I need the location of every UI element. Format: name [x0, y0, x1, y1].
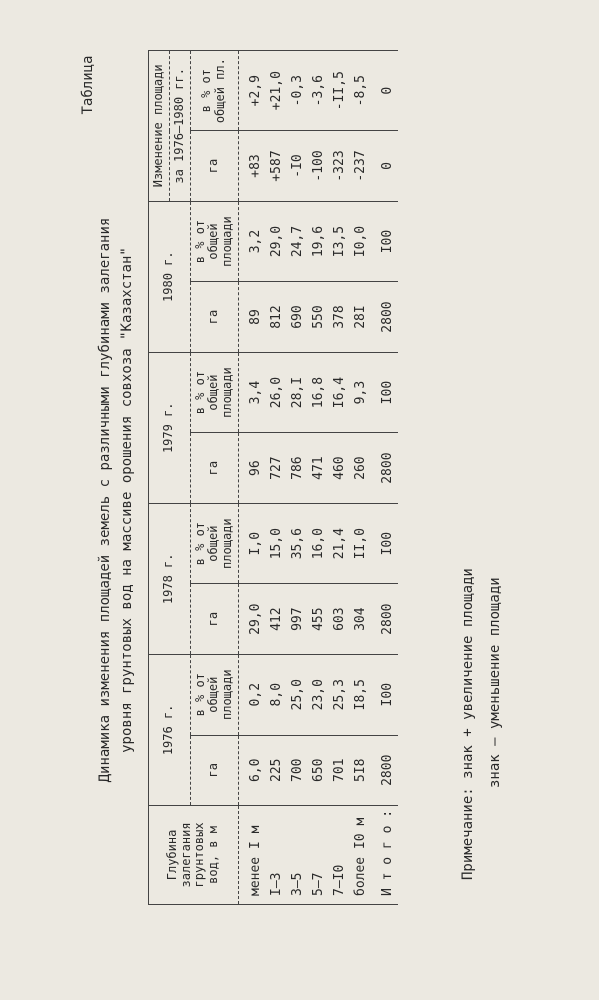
cell-y1979-ha: 460 — [329, 433, 350, 503]
cell-y1978-ha: 412 — [266, 584, 287, 654]
pct-header: в % от общей площади — [190, 503, 238, 584]
cell-y1978-ha: 997 — [287, 584, 308, 654]
cell-y1979-ha: 727 — [266, 433, 287, 503]
cell-y1980-ha: 89 — [238, 282, 266, 352]
pct-header: в % от общей площади — [190, 654, 238, 735]
cell-y1980-pct: I0,0 — [350, 201, 371, 282]
table-label: Таблица — [80, 55, 96, 115]
data-table — [148, 50, 398, 905]
cell-y1979-pct: 3,4 — [238, 352, 266, 433]
cell-y1979-pct: 28,I — [287, 352, 308, 433]
cell-y1976-ha: 700 — [287, 735, 308, 805]
cell-y1978-pct: 16,0 — [308, 503, 329, 584]
ha-header: га — [190, 433, 238, 503]
cell-depth: менее I м — [238, 805, 266, 904]
depth-column-header: Глубина залегания грунтовых вод, в м — [149, 805, 239, 904]
year-1980-header: 1980 г. — [149, 201, 191, 352]
cell-y1976-pct: I00 — [371, 654, 398, 735]
cell-y1978-ha: 2800 — [371, 584, 398, 654]
cell-y1978-ha: 455 — [308, 584, 329, 654]
cell-ch-ha: +587 — [266, 131, 287, 201]
cell-ch-ha: -237 — [350, 131, 371, 201]
cell-y1979-pct: 16,8 — [308, 352, 329, 433]
cell-y1976-ha: 5I8 — [350, 735, 371, 805]
cell-y1980-ha: 378 — [329, 282, 350, 352]
cell-y1980-pct: I00 — [371, 201, 398, 282]
cell-y1978-pct: 35,6 — [287, 503, 308, 584]
note-line-1: Примечание: знак + увеличение площади — [460, 568, 476, 880]
pct-header: в % от общей площади — [190, 352, 238, 433]
note-line-2: знак – уменьшение площади — [486, 577, 503, 788]
cell-y1976-ha: 650 — [308, 735, 329, 805]
cell-y1980-ha: 550 — [308, 282, 329, 352]
cell-y1978-pct: 15,0 — [266, 503, 287, 584]
cell-y1976-pct: 8,0 — [266, 654, 287, 735]
cell-ch-ha: +83 — [238, 131, 266, 201]
cell-y1976-pct: 25,0 — [287, 654, 308, 735]
change-period-header: за 1976–1980 гг. — [169, 51, 190, 202]
cell-ch-pct: +21,0 — [266, 51, 287, 131]
pct-header: в % от общей площади — [190, 201, 238, 282]
cell-depth: I–3 — [266, 805, 287, 904]
cell-y1978-pct: I,0 — [238, 503, 266, 584]
cell-y1980-pct: 29,0 — [266, 201, 287, 282]
ha-header: га — [190, 584, 238, 654]
cell-y1979-pct: 26,0 — [266, 352, 287, 433]
pct-header: в % от общей пл. — [190, 51, 238, 131]
year-1979-header: 1979 г. — [149, 352, 191, 503]
cell-y1976-pct: I8,5 — [350, 654, 371, 735]
cell-y1979-ha: 471 — [308, 433, 329, 503]
cell-ch-ha: -I0 — [287, 131, 308, 201]
table-row — [287, 51, 308, 905]
cell-depth: 5–7 — [308, 805, 329, 904]
total-row — [371, 51, 398, 905]
cell-ch-pct: -II,5 — [329, 51, 350, 131]
cell-y1976-pct: 0,2 — [238, 654, 266, 735]
cell-y1978-ha: 29,0 — [238, 584, 266, 654]
table-row — [308, 51, 329, 905]
cell-y1980-ha: 28I — [350, 282, 371, 352]
table-title — [95, 60, 138, 940]
table-body — [238, 51, 398, 905]
title-line-2: уровня грунтовых вод на массиве орошения совхоза "Казахстан" — [118, 247, 135, 753]
cell-y1976-pct: 25,3 — [329, 654, 350, 735]
cell-y1978-pct: I00 — [371, 503, 398, 584]
table-row — [266, 51, 287, 905]
cell-y1979-pct: I6,4 — [329, 352, 350, 433]
cell-ch-ha: 0 — [371, 131, 398, 201]
cell-y1976-ha: 225 — [266, 735, 287, 805]
cell-ch-ha: -100 — [308, 131, 329, 201]
cell-y1980-pct: I3,5 — [329, 201, 350, 282]
cell-y1979-pct: I00 — [371, 352, 398, 433]
cell-y1976-ha: 6,0 — [238, 735, 266, 805]
cell-y1979-ha: 96 — [238, 433, 266, 503]
change-header: Изменение площади — [149, 51, 170, 202]
table-row — [329, 51, 350, 905]
cell-y1979-pct: 9,3 — [350, 352, 371, 433]
year-1976-header: 1976 г. — [149, 654, 191, 805]
cell-ch-pct: +2,9 — [238, 51, 266, 131]
cell-y1978-pct: II,0 — [350, 503, 371, 584]
cell-y1976-ha: 2800 — [371, 735, 398, 805]
cell-y1979-ha: 786 — [287, 433, 308, 503]
cell-depth: 7–I0 — [329, 805, 350, 904]
cell-ch-pct: -8,5 — [350, 51, 371, 131]
cell-y1980-ha: 690 — [287, 282, 308, 352]
cell-ch-pct: -0,3 — [287, 51, 308, 131]
year-1978-header: 1978 г. — [149, 503, 191, 654]
title-line-1: Динамика изменения площадей земель с различными глубинами залегания — [97, 217, 113, 783]
ha-header: га — [190, 131, 238, 201]
cell-y1980-pct: 3,2 — [238, 201, 266, 282]
cell-y1980-pct: 24,7 — [287, 201, 308, 282]
cell-y1978-ha: 304 — [350, 584, 371, 654]
cell-ch-pct: -3,6 — [308, 51, 329, 131]
cell-y1980-pct: 19,6 — [308, 201, 329, 282]
ha-header: га — [190, 735, 238, 805]
cell-y1978-ha: 603 — [329, 584, 350, 654]
cell-y1976-ha: 701 — [329, 735, 350, 805]
cell-depth: И т о г о : — [371, 805, 398, 904]
ha-header: га — [190, 282, 238, 352]
cell-depth: 3–5 — [287, 805, 308, 904]
cell-y1979-ha: 2800 — [371, 433, 398, 503]
cell-y1980-ha: 812 — [266, 282, 287, 352]
cell-y1979-ha: 260 — [350, 433, 371, 503]
cell-y1980-ha: 2800 — [371, 282, 398, 352]
table-note — [455, 568, 508, 880]
cell-ch-ha: -323 — [329, 131, 350, 201]
cell-y1978-pct: 21,4 — [329, 503, 350, 584]
cell-y1976-pct: 23,0 — [308, 654, 329, 735]
cell-depth: более I0 м — [350, 805, 371, 904]
table-row — [350, 51, 371, 905]
table-row — [238, 51, 266, 905]
cell-ch-pct: 0 — [371, 51, 398, 131]
